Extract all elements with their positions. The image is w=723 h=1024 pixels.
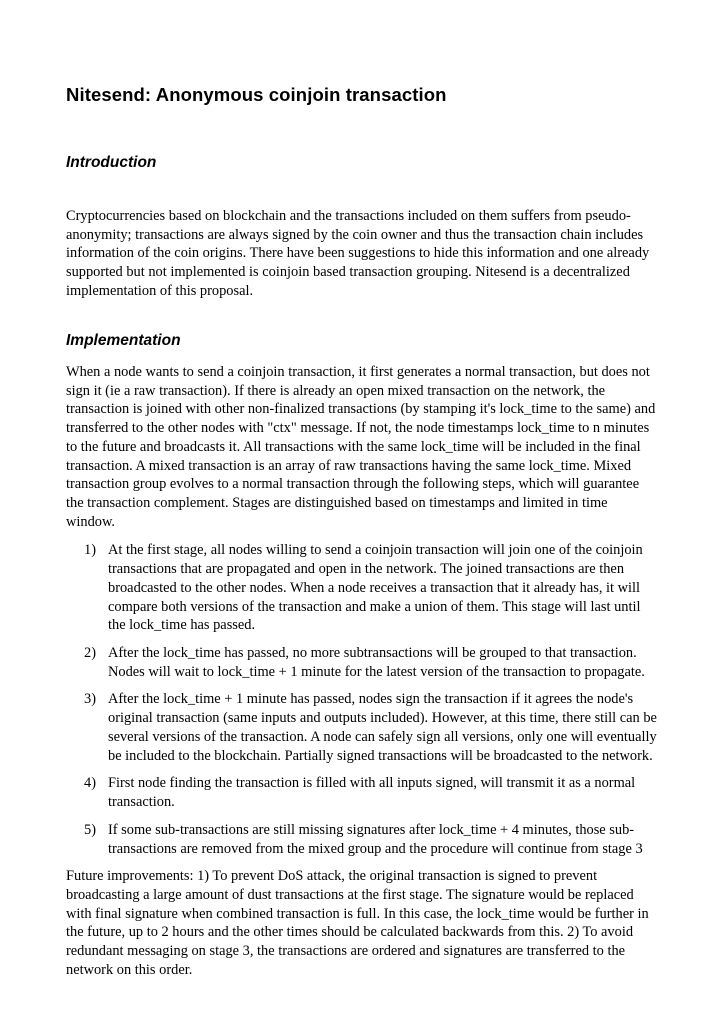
list-item [66,690,657,765]
future-improvements-paragraph: Future improvements: 1) To prevent DoS attack, the original transaction is signed to prevent broadcasting a large amount of dust transactions at the first stage. The signature would be replaced with final signature when combined transaction is full. In this case, the lock_time would be further in the future, up to 2 hours and the other times should be calculated backwards from this. 2) To avoid redundant messaging on stage 3, the transactions are ordered and signatures are transferred to the network on this order. [66,868,649,978]
list-item-marker: 4) [84,775,96,792]
list-item [66,644,657,681]
implementation-paragraph: When a node wants to send a coinjoin transaction, it first generates a normal transaction, but does not sign it (ie a raw transaction). If there is already an open mixed transaction on the network, the transaction is joined with other non-finalized transactions (by stamping it's lock_time to the same) and transferred to the other nodes with "ctx" message. If not, the node timestamps lock_time to n minutes to the future and broadcasts it. All transactions with the same lock_time will be included in the final transaction. A mixed transaction is an array of raw transactions having the same lock_time. Mixed transaction group evolves to a normal transaction through the following steps, which will guarantee the transaction complement. Stages are distinguished based on timestamps and limited in time window. [66,363,656,530]
implementation-steps-list [66,541,657,858]
list-item-marker: 5) [84,821,96,838]
list-item-marker: 2) [84,645,96,662]
introduction-paragraph: Cryptocurrencies based on blockchain and the transactions included on them suffers from pseudo-anonymity; transactions are always signed by the coin owner and thus the transaction chain includes information of the coin origins. There have been suggestions to hide this information and one already supported but not implemented is coinjoin based transaction grouping. Nitesend is a decentralized implementation of this proposal. [66,207,650,299]
list-item-text: After the lock_time has passed, no more subtransactions will be grouped to that transaction. Nodes will wait to lock_time + 1 minute for the latest version of the transaction to propagate. [108,645,645,680]
list-item-text: If some sub-transactions are still missing signatures after lock_time + 4 minutes, those sub-transactions are removed from the mixed group and the procedure will continue from stage 3 [108,821,643,857]
list-item-marker: 1) [84,542,96,559]
list-item-marker: 3) [84,691,96,708]
page-title: Nitesend: Anonymous coinjoin transaction [66,84,447,105]
list-item [66,541,657,635]
section-heading-implementation: Implementation [66,332,181,350]
title-spacer [66,106,657,154]
introduction-heading-spacer [66,173,657,207]
list-item-text: At the first stage, all nodes willing to send a coinjoin transaction will join one of the coinjoin transactions that are propagated and open in the network. The joined transactions are then broadcasted to the other nodes. When a node receives a transaction that it already has, it will compare both versions of the transaction and make a union of them. This stage will last until the lock_time has passed. [108,542,643,634]
list-item-text: After the lock_time + 1 minute has passed, nodes sign the transaction if it agrees the node's original transaction (same inputs and outputs included). However, at this time, there still can be several versions of the transaction. A node can safely sign all versions, only one will eventually be included to the blockchain. Partially signed transactions will be broadcasted to the network. [108,691,657,764]
section-heading-introduction: Introduction [66,154,157,172]
implementation-heading-spacer-top [66,300,657,332]
implementation-heading-spacer-bottom [66,351,657,363]
list-item [66,821,657,858]
list-item-text: First node finding the transaction is filled with all inputs signed, will transmit it as a normal transaction. [108,775,636,811]
list-item [66,774,657,811]
